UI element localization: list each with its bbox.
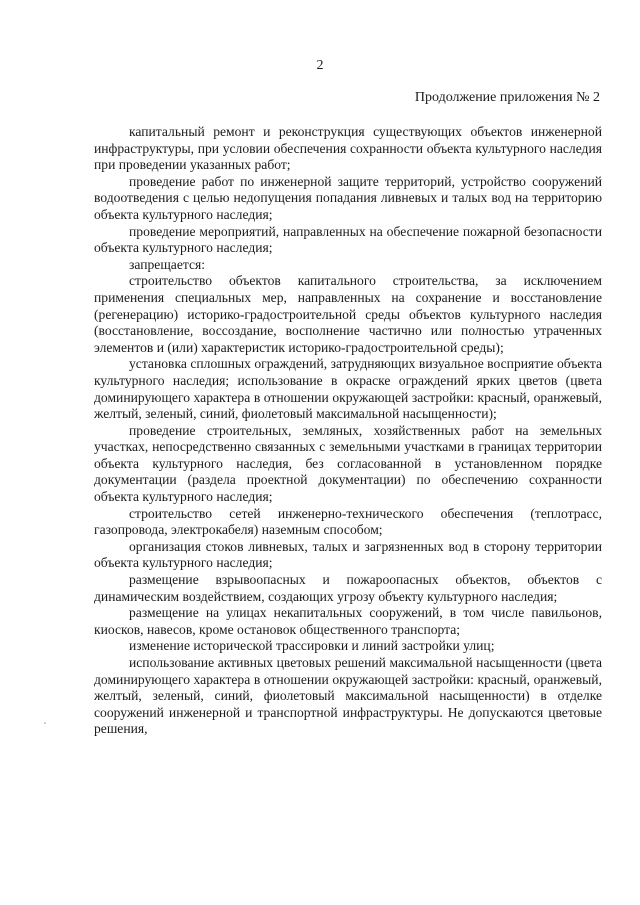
paragraph: проведение строительных, земляных, хозяйственных работ на земельных участках, непосредственно связанных с земельными участками в границах территории объекта культурного наследия, без согласованной в установленном порядке документации (раздела проектной документации) по обеспечению сохранности объекта культурного наследия; bbox=[94, 422, 602, 505]
paragraph: размещение на улицах некапитальных сооружений, в том числе павильонов, киосков, навесов, кроме остановок общественного транспорта; bbox=[94, 605, 602, 637]
paragraph: установка сплошных ограждений, затрудняющих визуальное восприятие объекта культурного наследия; использование в окраске ограждений ярких цветов (цвета доминирующего характера в отношении окружающей застройки: красный, оранжевый, желтый, зеленый, синий, фиолетовый максимальной насыщенности); bbox=[94, 356, 602, 422]
paragraph: запрещается: bbox=[129, 256, 206, 272]
paragraph: размещение взрывоопасных и пожароопасных объектов, объектов с динамическим воздействием, создающих угрозу объекту культурного наследия; bbox=[94, 572, 602, 604]
scan-speck bbox=[44, 722, 46, 724]
continuation-label: Продолжение приложения № 2 bbox=[414, 90, 600, 105]
paragraph: строительство объектов капитального строительства, за исключением применения специальных мер, направленных на сохранение и восстановление (регенерацию) историко-градостроительной среды объектов культурного наследия (восстановление, воссоздание, восполнение частично или полностью утраченных элементов и (или) характеристик историко-градостроительной среды); bbox=[94, 273, 602, 355]
body-text bbox=[94, 124, 602, 738]
page-number: 2 bbox=[316, 58, 324, 73]
paragraph: строительство сетей инженерно-технического обеспечения (теплотрасс, газопровода, электрокабеля) наземным способом; bbox=[94, 505, 602, 538]
paragraph: изменение исторической трассировки и линий застройки улиц; bbox=[129, 638, 495, 654]
paragraph: использование активных цветовых решений максимальной насыщенности (цвета доминирующего характера в отношении окружающей застройки: красный, оранжевый, желтый, зеленый, синий, фиолетовый максимальной насыщенности) в отделке сооружений инженерной и транспортной инфраструктуры. Не допускаются цветовые решения, bbox=[94, 655, 602, 737]
paragraph: организация стоков ливневых, талых и загрязненных вод в сторону территории объекта культурного наследия; bbox=[94, 538, 602, 571]
paragraph: капитальный ремонт и реконструкция существующих объектов инженерной инфраструктуры, при условии обеспечения сохранности объекта культурного наследия при проведении указанных работ; bbox=[94, 124, 602, 173]
paragraph: проведение мероприятий, направленных на обеспечение пожарной безопасности объекта культурного наследия; bbox=[94, 223, 602, 256]
paragraph: проведение работ по инженерной защите территорий, устройство сооружений водоотведения с целью недопущения попадания ливневых и талых вод на территорию объекта культурного наследия; bbox=[94, 173, 602, 222]
